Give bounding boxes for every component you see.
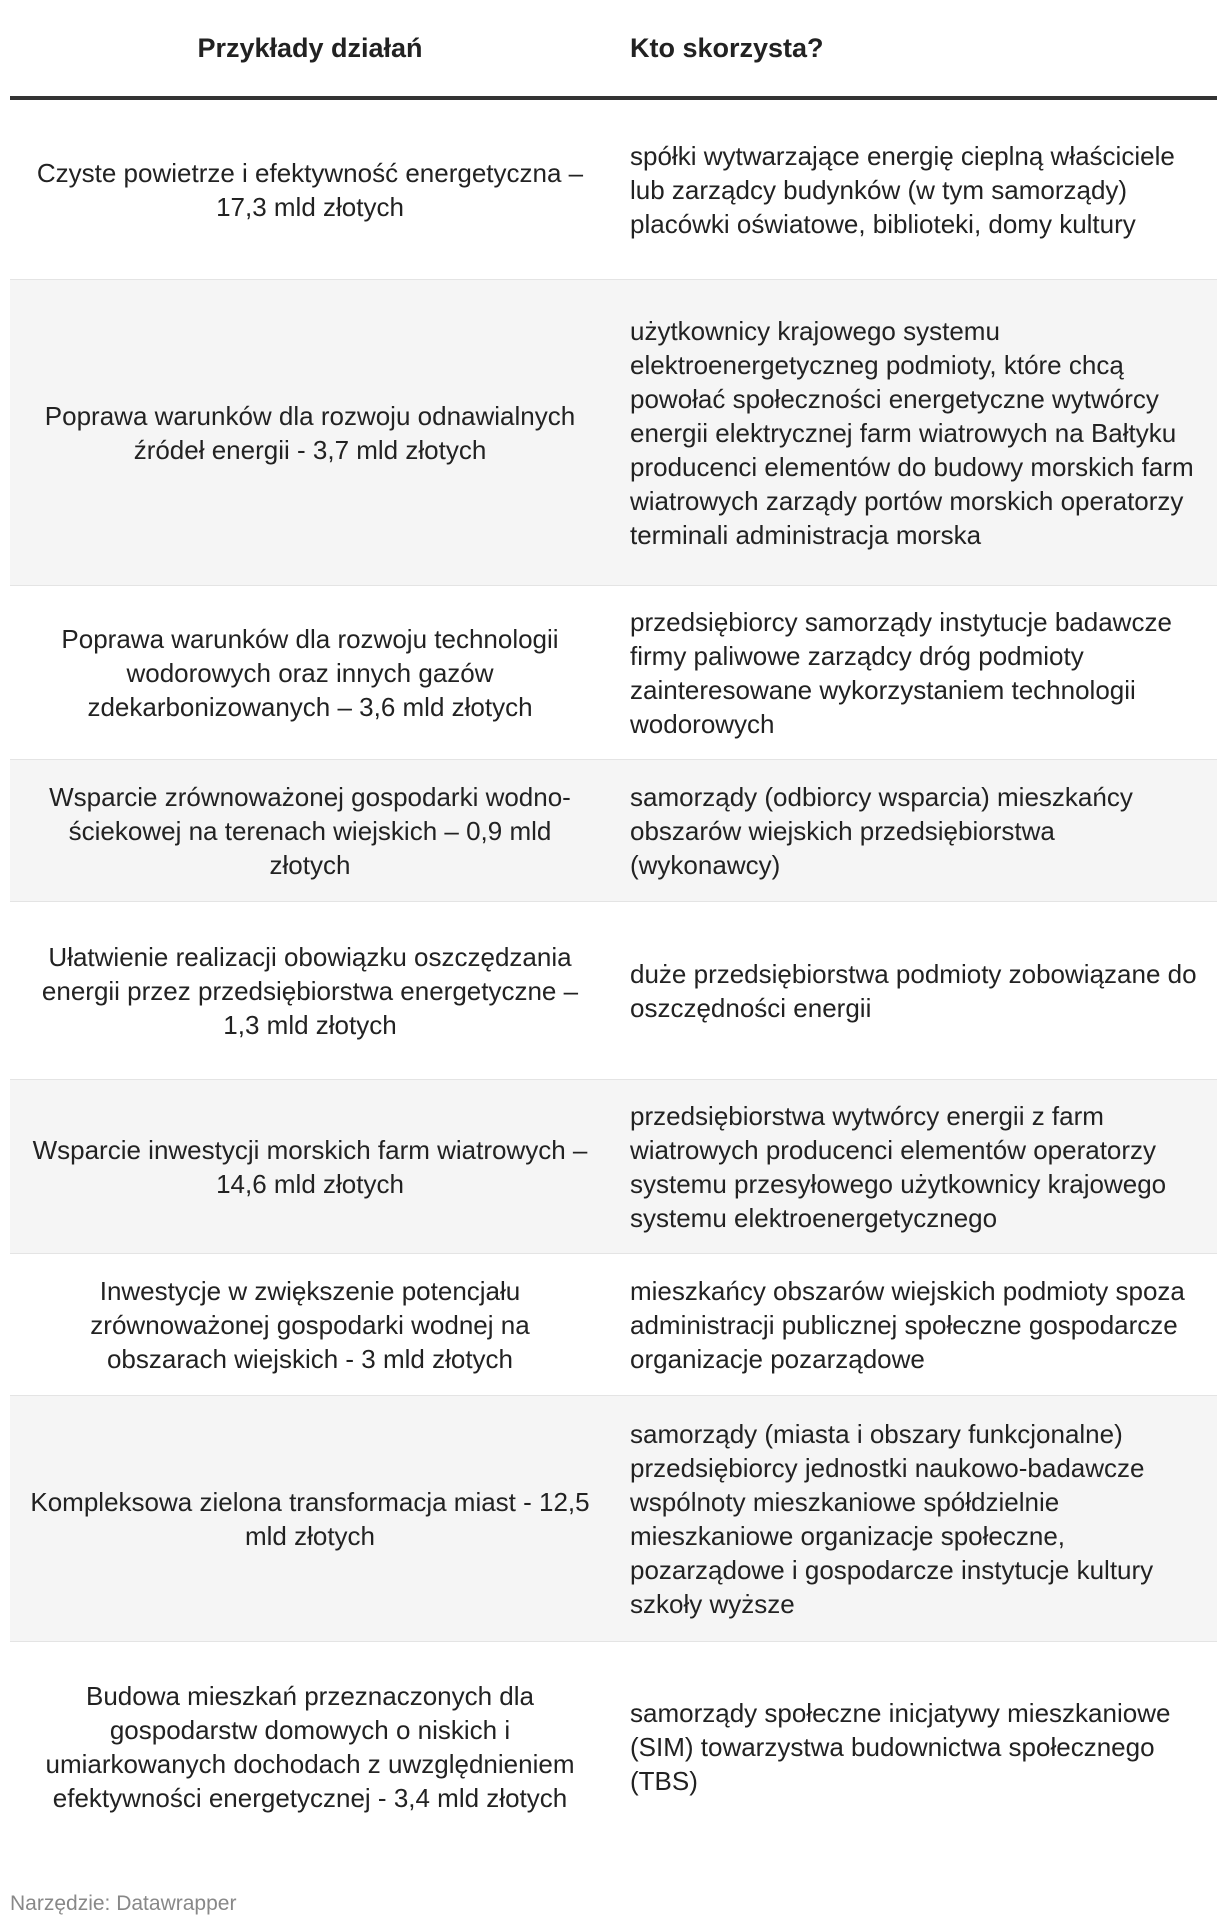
action-cell: Poprawa warunków dla rozwoju odnawialnych źródeł energii - 3,7 mld złotych <box>44 400 576 465</box>
action-cell: Wsparcie inwestycji morskich farm wiatrowych – 14,6 mld złotych <box>32 1134 588 1199</box>
beneficiaries-cell: przedsiębiorstwa wytwórcy energii z farm wiatrowych producenci elementów operatorzy systemu przesyłowego użytkownicy krajowego systemu elektroenergetycznego <box>630 1100 1167 1233</box>
column-header-actions: Przykłady działań <box>197 32 423 63</box>
source-credit: Narzędzie: Datawrapper <box>10 1892 237 1915</box>
action-cell: Wsparcie zrównoważonej gospodarki wodno-ściekowej na terenach wiejskich – 0,9 mld złotych <box>49 781 571 880</box>
action-cell: Kompleksowa zielona transformacja miast - 12,5 mld złotych <box>30 1486 590 1551</box>
table-row <box>10 586 1217 760</box>
beneficiaries-cell: samorządy (miasta i obszary funkcjonalne) przedsiębiorcy jednostki naukowo-badawcze wspólnoty mieszkaniowe spółdzielnie mieszkaniowe organizacje społeczne, pozarządowe i gospodarcze instytucje kultury szkoły wyższe <box>630 1418 1154 1619</box>
table-row <box>10 100 1217 280</box>
action-cell: Inwestycje w zwiększenie potencjału zrównoważonej gospodarki wodnej na obszarach wiejskich - 3 mld złotych <box>90 1275 530 1374</box>
beneficiaries-cell: użytkownicy krajowego systemu elektroenergetyczneg podmioty, które chcą powołać społeczności energetyczne wytwórcy energii elektrycznej farm wiatrowych na Bałtyku producenci elementów do budowy morskich farm wiatrowych zarządy portów morskich operatorzy terminali administracja morska <box>630 315 1194 550</box>
beneficiaries-cell: samorządy społeczne inicjatywy mieszkaniowe (SIM) towarzystwa budownictwa społecznego (TBS) <box>630 1698 1171 1796</box>
action-cell: Poprawa warunków dla rozwoju technologii wodorowych oraz innych gazów zdekarbonizowanych – 3,6 mld złotych <box>61 623 559 722</box>
beneficiaries-cell: mieszkańcy obszarów wiejskich podmioty spoza administracji publicznej społeczne gospodarcze organizacje pozarządowe <box>630 1275 1185 1374</box>
beneficiaries-cell: samorządy (odbiorcy wsparcia) mieszkańcy obszarów wiejskich przedsiębiorstwa (wykonawcy) <box>630 781 1133 880</box>
action-cell: Czyste powietrze i efektywność energetyczna – 17,3 mld złotych <box>36 157 584 222</box>
table-header <box>10 0 1217 100</box>
table-row <box>10 1080 1217 1254</box>
table-row <box>10 760 1217 902</box>
table-row <box>10 1642 1217 1852</box>
beneficiaries-cell: spółki wytwarzające energię cieplną właściciele lub zarządcy budynków (w tym samorządy) placówki oświatowe, biblioteki, domy kultury <box>630 140 1175 239</box>
table-row <box>10 902 1217 1080</box>
column-header-beneficiaries: Kto skorzysta? <box>630 32 824 63</box>
beneficiaries-cell: przedsiębiorcy samorządy instytucje badawcze firmy paliwowe zarządcy dróg podmioty zainteresowane wykorzystaniem technologii wodorowych <box>630 606 1172 739</box>
data-table <box>10 0 1217 1852</box>
beneficiaries-cell: duże przedsiębiorstwa podmioty zobowiązane do oszczędności energii <box>630 958 1197 1023</box>
table-row <box>10 1254 1217 1396</box>
table-row <box>10 1396 1217 1642</box>
action-cell: Ułatwienie realizacji obowiązku oszczędzania energii przez przedsiębiorstwa energetyczne – 1,3 mld złotych <box>41 941 579 1040</box>
table-row <box>10 280 1217 586</box>
action-cell: Budowa mieszkań przeznaczonych dla gospodarstw domowych o niskich i umiarkowanych dochodach z uwzględnieniem efektywności energetycznej - 3,4 mld złotych <box>45 1681 575 1813</box>
